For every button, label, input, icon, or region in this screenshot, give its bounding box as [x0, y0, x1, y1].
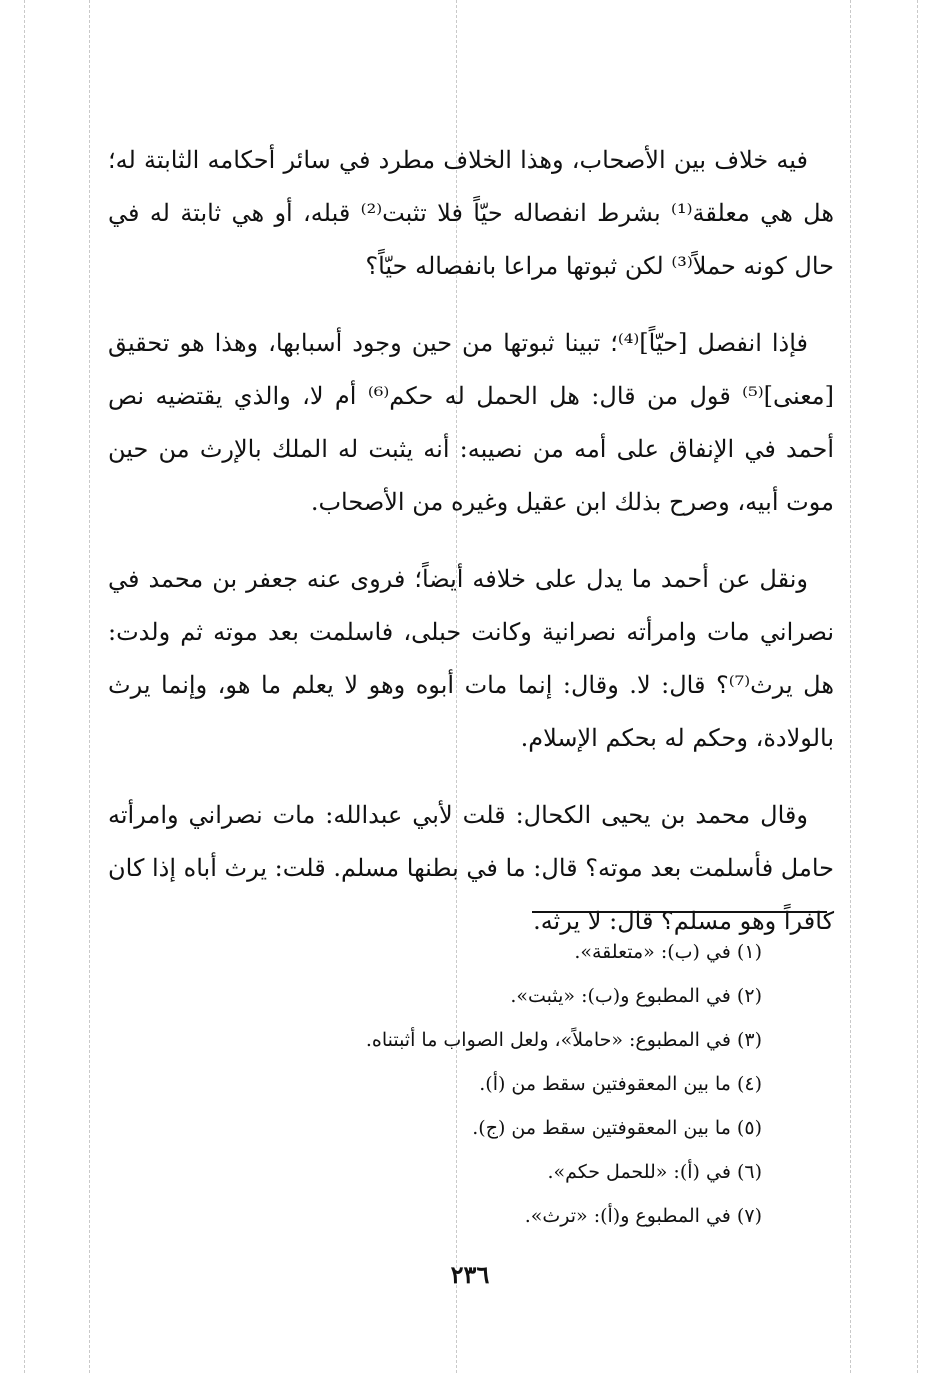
footnote-7: (٧) في المطبوع و(أ): «ترث».: [524, 1205, 762, 1227]
margin-guide-left-2: [89, 0, 90, 1373]
footnote-3: (٣) في المطبوع: «حاملاً»، ولعل الصواب ما أثبتناه.: [365, 1029, 762, 1051]
paragraph-1: [108, 134, 834, 293]
margin-guide-right-2: [917, 0, 918, 1373]
paragraph-3-text: ونقل عن أحمد ما يدل على خلافه أيضاً؛ فروى عنه جعفر بن محمد في نصراني مات وامرأته نصرانية وكانت حبلى، فاسلمت بعد موته ثم ولدت: هل يرث⁽⁷⁾؟ قال: لا. وقال: إنما مات أبوه وهو لا يعلم ما هو، وإنما يرث بالولادة، وحكم له بحكم الإسلام.: [108, 565, 834, 752]
footnote-2: (٢) في المطبوع و(ب): «يثبت».: [510, 985, 762, 1007]
margin-guide-right-1: [850, 0, 851, 1373]
paragraph-4-text: وقال محمد بن يحيى الكحال: قلت لأبي عبدالله: مات نصراني وامرأته حامل فأسلمت بعد موته؟ قال: ما في بطنها مسلم. قلت: يرث أباه إذا كان كافراً وهو مسلم؟ قال: لا يرثه.: [108, 801, 834, 935]
footnote-1: (١) في (ب): «متعلقة».: [574, 941, 762, 963]
paragraph-3: [108, 553, 834, 765]
footnote-4: (٤) ما بين المعقوفتين سقط من (أ).: [479, 1073, 762, 1095]
paragraph-1-text: فيه خلاف بين الأصحاب، وهذا الخلاف مطرد في سائر أحكامه الثابتة له؛ هل هي معلقة⁽¹⁾ بشرط انفصاله حيّاً فلا تثبت⁽²⁾ قبله، أو هي ثابتة له في حال كونه حملاً⁽³⁾ لكن ثبوتها مراعا بانفصاله حيّاً؟: [108, 146, 835, 280]
margin-guide-left-1: [24, 0, 25, 1373]
footnotes: [300, 930, 762, 1238]
paragraph-4: [108, 789, 834, 948]
page-body: [108, 134, 834, 972]
page-number: ٢٣٦: [450, 1260, 490, 1289]
paragraph-2: [108, 317, 834, 529]
footnote-separator: [532, 911, 827, 913]
paragraph-2-text: فإذا انفصل [حيّاً]⁽⁴⁾؛ تبينا ثبوتها من حين وجود أسبابها، وهذا هو تحقيق [معنى]⁽⁵⁾ قول من قال: هل الحمل له حكم⁽⁶⁾ أم لا، والذي يقتضيه نص أحمد في الإنفاق على أمه من نصيبه: أنه يثبت له الملك بالإرث من حين موت أبيه، وصرح بذلك ابن عقيل وغيره من الأصحاب.: [108, 329, 834, 516]
footnote-5: (٥) ما بين المعقوفتين سقط من (ج).: [472, 1117, 762, 1139]
footnote-6: (٦) في (أ): «للحمل حكم».: [547, 1161, 762, 1183]
